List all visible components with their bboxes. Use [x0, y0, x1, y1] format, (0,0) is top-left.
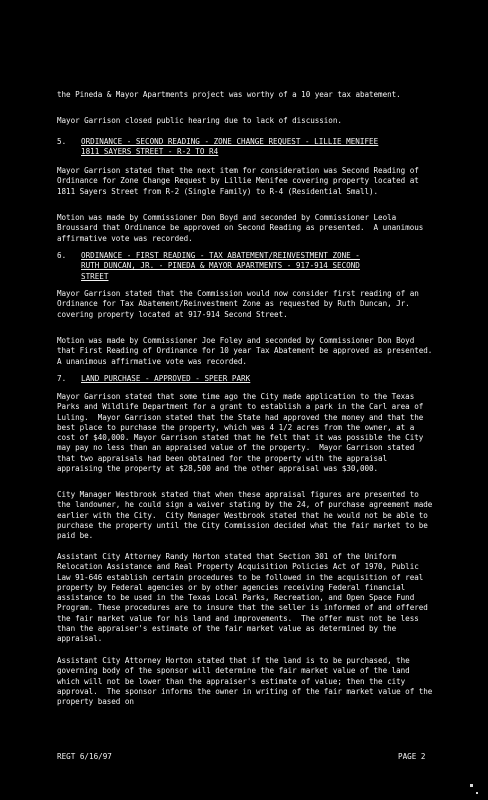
section-number: 7. — [57, 374, 67, 383]
scan-speck — [470, 784, 473, 787]
paragraph-tax-abatement: Mayor Garrison stated that the Commission would now consider first reading of an Ordinance for Tax Abatement/Reinvestment Zone as requested by Ruth Duncan, Jr. covering property located at 917-914 Second Street. — [57, 289, 424, 319]
section-heading-5 — [57, 137, 437, 158]
paragraph-motion-tax: Motion was made by Commissioner Joe Foley and seconded by Commissioner Don Boyd that First Reading of Ordinance for 10 year Tax Abatement be approved as presented. A unanimous affirmative vote was recorded. — [57, 336, 442, 366]
paragraph-attorney-fair-market: Assistant City Attorney Horton stated that if the land is to be purchased, the governing body of the sponsor will determine the fair market value of the land which will not be lower than the appraiser's estimate of value; then the city approval. The sponsor informs the owner in writing of the fair market value of the property based on — [57, 656, 437, 707]
section-number: 6. — [57, 251, 67, 260]
section-number: 5. — [57, 137, 67, 146]
section-title-line2: RUTH DUNCAN, JR. - PINEDA & MAYOR APARTMENTS - 917-914 SECOND — [81, 261, 360, 271]
paragraph-land-purchase: Mayor Garrison stated that some time ago the City made application to the Texas Parks and Wildlife Department for a grant to establish a park in the Carl area of Luling. Mayor Garrison stated that the State had approved the money and that the best place to purchase the property, which was 4 1/2 acres from the owner, at a cost of $40,000. Mayor Garrison stated that he felt that it was possible the City may pay no less than an appraised value of the property. Mayor Garrison stated that two appraisals had been obtained for the property with the appraisal appraising the property at $28,500 and the other appraisal was $30,000. — [57, 392, 428, 474]
section-title: LAND PURCHASE - APPROVED - SPEER PARK — [81, 374, 251, 383]
section-heading-7 — [57, 374, 437, 384]
footer-date: REGT 6/16/97 — [57, 752, 112, 761]
section-title: ORDINANCE - FIRST READING - TAX ABATEMENT/REINVESTMENT ZONE - — [81, 251, 360, 260]
paragraph-zone-change: Mayor Garrison stated that the next item for consideration was Second Reading of Ordinance for Zone Change Request by Lillie Menifee covering property located at 1811 Sayers Street from R-2 (Single Family) to R-4 (Residential Small). — [57, 166, 424, 196]
paragraph-city-manager: City Manager Westbrook stated that when these appraisal figures are presented to the landowner, he could sign a waiver stating by the 24, of purchase agreement made earlier with the City. City Manager Westbrook stated that he would not be able to purchase the property until the City Commission decided what the fair market to be paid be. — [57, 490, 437, 541]
section-title: ORDINANCE - SECOND READING - ZONE CHANGE REQUEST - LILLIE MENIFEE — [81, 137, 379, 146]
section-title-line3: STREET — [81, 271, 109, 281]
paragraph-motion-zone: Motion was made by Commissioner Don Boyd and seconded by Commissioner Leola Broussard that Ordinance be approved on Second Reading as presented. A unanimous affirmative vote was recorded. — [57, 213, 428, 243]
paragraph-attorney-section: Assistant City Attorney Randy Horton stated that Section 301 of the Uniform Relocation Assistance and Real Property Acquisition Policies Act of 1970, Public Law 91-646 establish certain procedures to be followed in the acquisition of real property by Federal agencies or by other agencies receiving Federal financial assistance to be used in the Texas Local Parks, Recreation, and Open Space Fund Program. These procedures are to insure that the seller is informed of and offered the fair market value for his land and improvements. The offer must not be less than the appraiser's estimate of the fair market value as determined by the appraisal. — [57, 552, 433, 644]
scan-speck — [476, 792, 478, 794]
footer-page-number: PAGE 2 — [398, 752, 426, 761]
paragraph-intro: the Pineda & Mayor Apartments project was worthy of a 10 year tax abatement. — [57, 90, 401, 99]
section-title-line2: 1811 SAYERS STREET - R-2 TO R4 — [81, 147, 219, 157]
section-heading-6 — [57, 251, 437, 282]
paragraph-closed-hearing: Mayor Garrison closed public hearing due to lack of discussion. — [57, 116, 342, 125]
